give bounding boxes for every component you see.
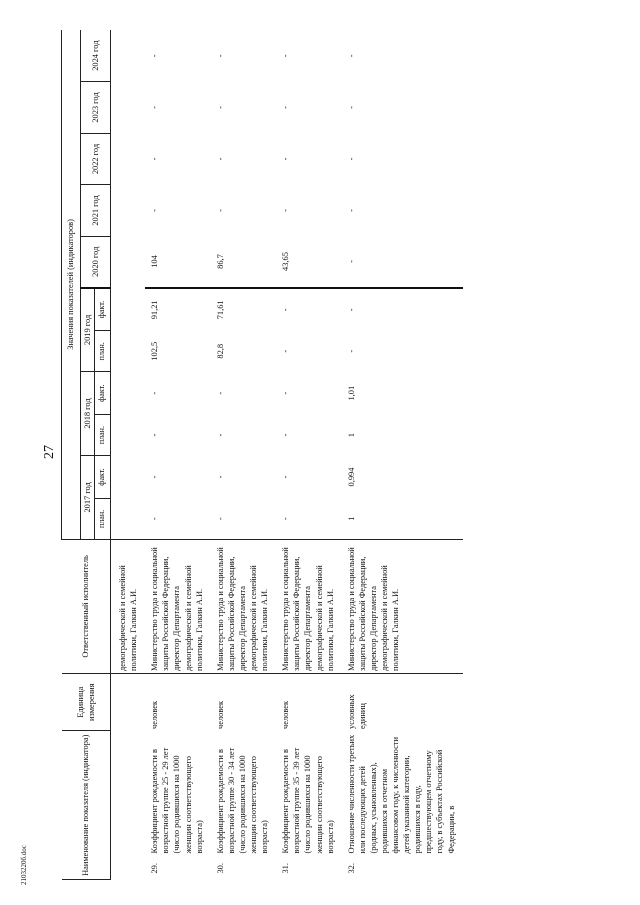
header-unit: Единица измерения [62,673,111,731]
header-plan-2017: план. [95,499,111,540]
row-indicator-name: Отношение численности третьих или последующих детей (родных, усыновленных), родившихся в отчетном финансовом году, к численности детей указанной категории, родившихся в году, предшествующем отчетному году, в субъектах Российской Федерации, в [346,734,456,854]
row-2017-plan: - [211,499,276,540]
header-year-2019: 2019 год [81,288,95,372]
row-number: 31. [281,863,291,874]
header-fact-2017: факт. [95,455,111,498]
row-2021-value: - [215,209,225,212]
row-2019-fact: 71,61 [215,300,225,320]
table-row [211,30,276,880]
row-2023-value: - [215,106,225,109]
row-2018-fact: - [281,391,291,395]
row-2021-value: - [346,209,356,212]
header-year-2018: 2018 год [81,372,95,456]
row-executor: Министерство труда и социальной защиты Российской Федерации, директор Департамента демографической и семейной политики, Галкин А.И. [145,539,210,673]
row-indicator-name: Коэффициент рождаемости в возрастной группе 25 - 29 лет (число родившихся на 1000 женщин соответствующего возраста) [150,747,204,854]
carryover-row [111,30,146,880]
row-unit: человек [150,700,160,729]
header-year-2024: 2024 год [81,30,111,82]
row-executor: Министерство труда и социальной защиты Российской Федерации, директор Департамента демографической и семейной политики, Галкин А.И. [211,539,276,673]
carryover-executor: демографической и семейной политики, Галкин А.И. [111,539,146,673]
row-2021-value: - [281,209,291,212]
row-2017-fact: - [215,475,225,479]
row-2024-value: - [346,54,356,58]
row-2019-fact: - [281,308,291,312]
header-values-group: Значения показателей (индикаторов) [62,30,81,539]
footer-filename: 2103220б.doc [20,845,28,885]
row-indicator-name: Коэффициент рождаемости в возрастной группе 35 - 39 лет (число родившихся на 1000 женщин соответствующего возраста) [281,747,335,854]
header-fact-2018: факт. [95,372,111,415]
rotated-table-container [61,30,607,880]
row-2017-fact: 0,994 [346,467,356,487]
row-2019-plan: 102,5 [150,341,160,361]
table-row [276,30,341,880]
header-year-2017: 2017 год [81,455,95,539]
row-unit: человек [215,700,225,729]
row-unit: человек [281,700,291,729]
row-2019-fact: - [346,308,356,312]
row-2018-plan: - [150,433,160,437]
row-2018-fact: 1,01 [346,385,356,401]
row-2022-value: - [346,157,356,161]
row-2017-plan: 1 [342,499,463,540]
row-2023-value: - [346,106,356,109]
row-2021-value: - [150,209,160,212]
row-2017-plan: - [145,499,210,540]
row-2018-plan: - [215,433,225,437]
header-year-2022: 2022 год [81,133,111,185]
row-2024-value: - [215,54,225,58]
row-2017-plan: - [276,499,341,540]
page-number: 27 [42,445,57,459]
row-2023-value: - [281,106,291,109]
row-unit: условных единиц [346,694,367,729]
row-2022-value: - [150,157,160,161]
table-row [145,30,210,880]
header-plan-2018: план. [95,415,111,456]
row-executor: Министерство труда и социальной защиты Российской Федерации, директор Департамента демографической и семейной политики, Галкин А.И. [342,539,463,673]
row-indicator-name: Коэффициент рождаемости в возрастной группе 30 - 34 лет (число родившихся на 1000 женщин соответствующего возраста) [215,747,270,854]
header-executor: Ответственный исполнитель [62,539,111,673]
row-number: 32. [346,863,356,874]
row-2018-plan: - [281,433,291,437]
header-year-2020: 2020 год [81,236,111,288]
row-2017-fact: - [150,475,160,479]
row-number: 30. [215,863,225,874]
row-2019-plan: - [281,349,291,353]
row-2018-fact: - [150,391,160,395]
row-executor: Министерство труда и социальной защиты Российской Федерации, директор Департамента демографической и семейной политики, Галкин А.И. [276,539,341,673]
indicators-table [61,30,463,880]
row-2017-fact: - [281,475,291,479]
header-year-2021: 2021 год [81,185,111,237]
row-2023-value: - [150,106,160,109]
row-2020-value: 43,65 [276,236,341,288]
row-2022-value: - [281,157,291,161]
table-row [342,30,463,880]
row-2024-value: - [150,54,160,58]
row-2019-plan: 82,8 [215,343,225,359]
row-2019-fact: 91,21 [150,300,160,320]
header-indicator-name: Наименование показателя (индикатора) [62,731,111,880]
row-2024-value: - [281,54,291,58]
row-2018-fact: - [215,391,225,395]
row-2019-plan: - [346,349,356,353]
row-2020-value: 104 [145,236,210,288]
row-2022-value: - [215,157,225,161]
header-plan-2019: план. [95,331,111,372]
row-2020-value: - [342,236,463,288]
row-number: 29. [150,863,160,874]
header-year-2023: 2023 год [81,82,111,134]
row-2018-plan: 1 [346,433,356,438]
row-2020-value: 86,7 [211,236,276,288]
header-fact-2019: факт. [95,288,111,331]
